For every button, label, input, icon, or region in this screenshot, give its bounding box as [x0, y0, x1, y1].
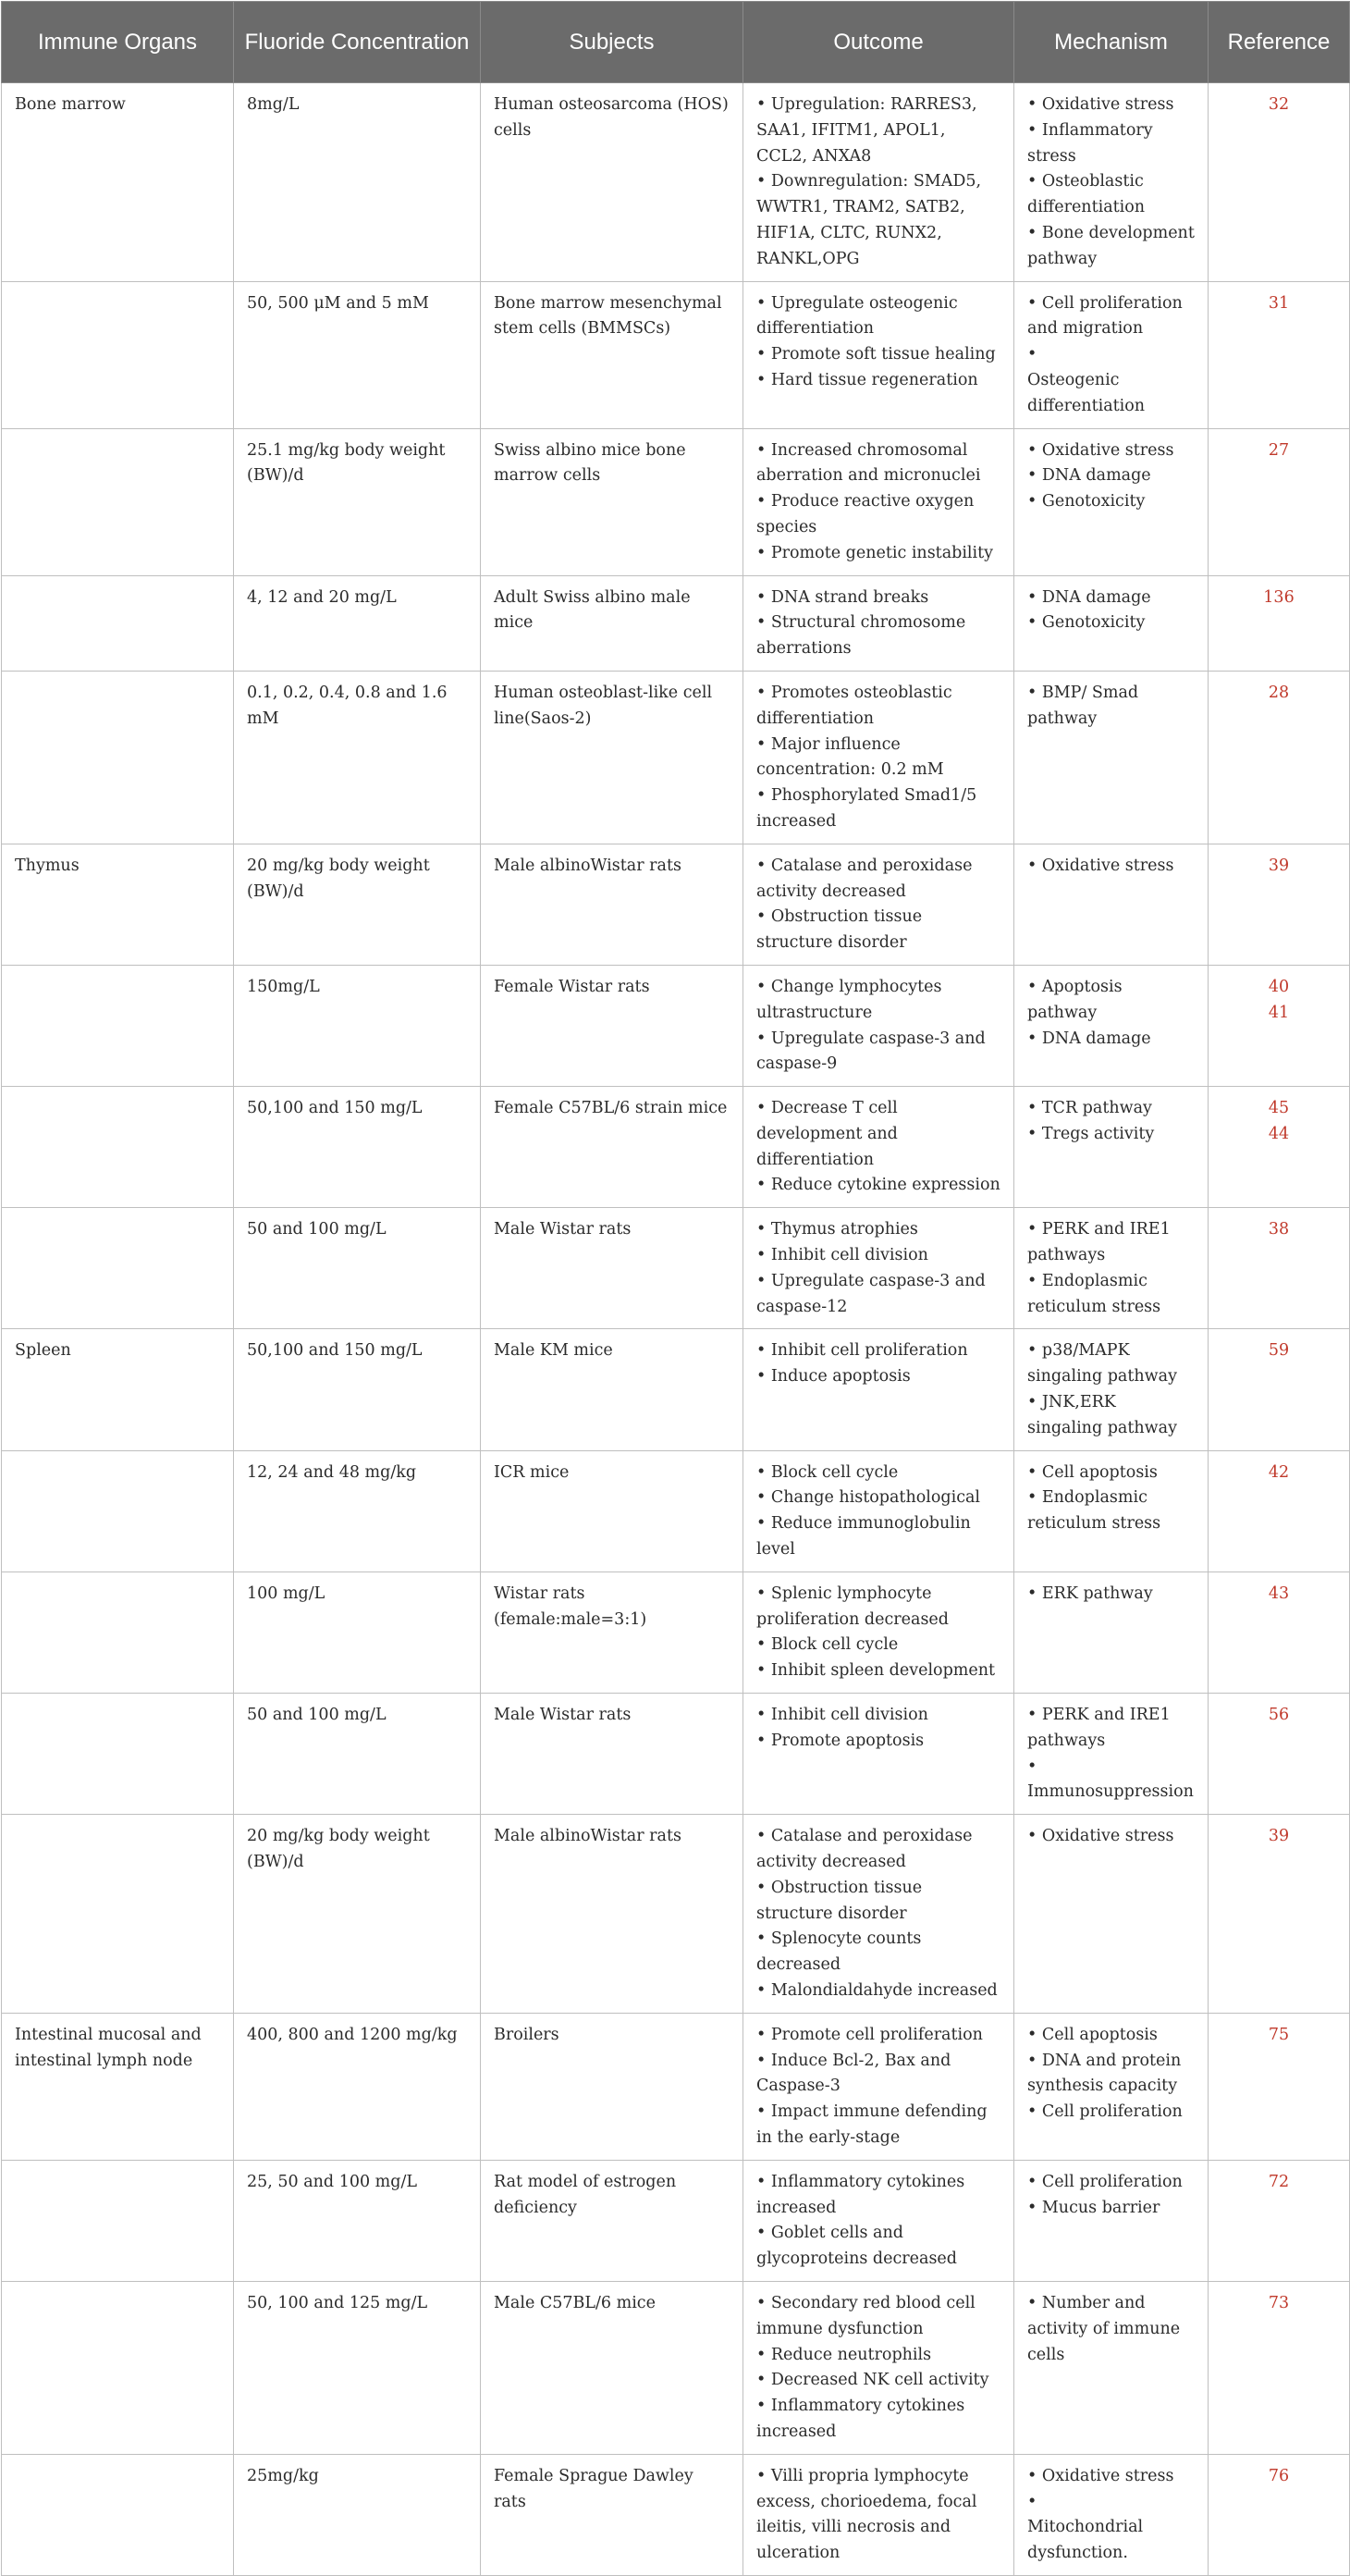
- outcome-item: • Impact immune defending in the early-stage: [756, 2102, 988, 2147]
- cell-fluoride-concentration: 50,100 and 150 mg/L: [234, 1329, 481, 1450]
- outcome-item: • Phosphorylated Smad1/5 increased: [756, 786, 977, 831]
- cell-immune-organ: [2, 2281, 234, 2454]
- reference-link[interactable]: 38: [1268, 1220, 1290, 1239]
- cell-immune-organ: Thymus: [2, 844, 234, 965]
- cell-subjects: Female Wistar rats: [481, 965, 743, 1086]
- mechanism-item: • p38/MAPK singaling pathway: [1027, 1341, 1177, 1387]
- outcome-item: • Induce apoptosis: [756, 1367, 911, 1387]
- mechanism-item: • Inflammatory stress: [1027, 120, 1153, 166]
- reference-link[interactable]: 31: [1268, 293, 1290, 313]
- outcome-item: • Hard tissue regeneration: [756, 370, 978, 389]
- header-row: [2, 2, 1350, 83]
- outcome-item: • Obstruction tissue structure disorder: [756, 907, 923, 953]
- cell-immune-organ: [2, 1694, 234, 1815]
- cell-outcome: [743, 844, 1014, 965]
- cell-fluoride-concentration: 25, 50 and 100 mg/L: [234, 2160, 481, 2281]
- reference-link[interactable]: 41: [1268, 1003, 1290, 1022]
- cell-mechanism: [1014, 575, 1209, 671]
- outcome-item: • Increased chromosomal aberration and micronuclei: [756, 440, 981, 486]
- cell-subjects: ICR mice: [481, 1450, 743, 1571]
- cell-fluoride-concentration: 100 mg/L: [234, 1571, 481, 1693]
- cell-mechanism: [1014, 1450, 1209, 1571]
- cell-reference: [1209, 2160, 1350, 2281]
- cell-immune-organ: Bone marrow: [2, 83, 234, 282]
- mechanism-item: • Genotoxicity: [1027, 613, 1146, 633]
- table-row: [2, 2281, 1350, 2454]
- cell-outcome: [743, 1571, 1014, 1693]
- outcome-item: • Inhibit cell division: [756, 1246, 928, 1265]
- mechanism-item: •: [1027, 1756, 1037, 1776]
- outcome-item: • Change histopathological: [756, 1488, 981, 1508]
- cell-immune-organ: [2, 575, 234, 671]
- cell-subjects: Male albinoWistar rats: [481, 1815, 743, 2014]
- mechanism-item: • Cell apoptosis: [1027, 2025, 1158, 2044]
- cell-mechanism: [1014, 965, 1209, 1086]
- reference-link[interactable]: 76: [1268, 2466, 1290, 2485]
- outcome-item: • Decreased NK cell activity: [756, 2371, 989, 2390]
- cell-reference: [1209, 575, 1350, 671]
- table-row: [2, 671, 1350, 844]
- cell-immune-organ: [2, 428, 234, 575]
- cell-immune-organ: [2, 1087, 234, 1208]
- cell-subjects: Swiss albino mice bone marrow cells: [481, 428, 743, 575]
- cell-reference: [1209, 2454, 1350, 2575]
- table-row: [2, 83, 1350, 282]
- table-row: [2, 281, 1350, 428]
- mechanism-item: • PERK and IRE1 pathways: [1027, 1706, 1171, 1750]
- outcome-item: • Upregulation: RARRES3, SAA1, IFITM1, APOL1, CCL2, ANXA8: [756, 95, 977, 166]
- cell-outcome: [743, 83, 1014, 282]
- outcome-item: • DNA strand breaks: [756, 587, 929, 607]
- table-row: [2, 1087, 1350, 1208]
- outcome-item: • Reduce immunoglobulin level: [756, 1514, 971, 1559]
- mechanism-item: Mitochondrial dysfunction.: [1027, 2518, 1144, 2563]
- fluoride-immune-table: [1, 1, 1350, 2576]
- cell-mechanism: [1014, 844, 1209, 965]
- outcome-item: • Catalase and peroxidase activity decreased: [756, 856, 973, 901]
- outcome-item: • Obstruction tissue structure disorder: [756, 1878, 923, 1923]
- cell-reference: [1209, 1208, 1350, 1329]
- outcome-item: • Promote soft tissue healing: [756, 345, 996, 364]
- col-header-immune-organs: Immune Organs: [2, 2, 234, 83]
- cell-outcome: [743, 1087, 1014, 1208]
- cell-outcome: [743, 1208, 1014, 1329]
- outcome-item: • Promote apoptosis: [756, 1731, 925, 1750]
- cell-subjects: Human osteoblast-like cell line(Saos-2): [481, 671, 743, 844]
- mechanism-item: • Oxidative stress: [1027, 2466, 1174, 2485]
- mechanism-item: • Cell proliferation: [1027, 2102, 1183, 2122]
- reference-link[interactable]: 56: [1268, 1706, 1290, 1725]
- cell-reference: [1209, 671, 1350, 844]
- cell-outcome: [743, 1450, 1014, 1571]
- mechanism-item: • Apoptosis pathway: [1027, 977, 1123, 1022]
- mechanism-item: • Endoplasmic reticulum stress: [1027, 1488, 1161, 1534]
- table-row: [2, 2160, 1350, 2281]
- col-header-mechanism: Mechanism: [1014, 2, 1209, 83]
- outcome-item: • Major influence concentration: 0.2 mM: [756, 734, 944, 780]
- reference-link[interactable]: 39: [1268, 856, 1290, 875]
- cell-outcome: [743, 575, 1014, 671]
- outcome-item: • Inhibit cell division: [756, 1706, 928, 1725]
- cell-mechanism: [1014, 83, 1209, 282]
- cell-mechanism: [1014, 2013, 1209, 2160]
- cell-subjects: Female C57BL/6 strain mice: [481, 1087, 743, 1208]
- outcome-item: • Upregulate caspase-3 and caspase-9: [756, 1029, 986, 1074]
- cell-fluoride-concentration: 4, 12 and 20 mg/L: [234, 575, 481, 671]
- mechanism-item: • DNA damage: [1027, 587, 1151, 607]
- cell-fluoride-concentration: 50 and 100 mg/L: [234, 1694, 481, 1815]
- cell-reference: [1209, 1694, 1350, 1815]
- mechanism-item: • BMP/ Smad pathway: [1027, 683, 1139, 728]
- outcome-item: • Promote cell proliferation: [756, 2025, 983, 2044]
- reference-link[interactable]: 32: [1268, 95, 1290, 114]
- cell-reference: [1209, 844, 1350, 965]
- mechanism-item: • PERK and IRE1 pathways: [1027, 1220, 1171, 1265]
- cell-outcome: [743, 1329, 1014, 1450]
- cell-subjects: Male Wistar rats: [481, 1694, 743, 1815]
- cell-fluoride-concentration: 50, 500 μM and 5 mM: [234, 281, 481, 428]
- cell-subjects: Female Sprague Dawley rats: [481, 2454, 743, 2575]
- cell-fluoride-concentration: 400, 800 and 1200 mg/kg: [234, 2013, 481, 2160]
- outcome-item: • Goblet cells and glycoproteins decreased: [756, 2224, 957, 2269]
- cell-immune-organ: [2, 1571, 234, 1693]
- outcome-item: • Block cell cycle: [756, 1462, 899, 1482]
- cell-subjects: Male KM mice: [481, 1329, 743, 1450]
- cell-reference: [1209, 2281, 1350, 2454]
- outcome-item: • Upregulate osteogenic differentiation: [756, 293, 958, 339]
- cell-subjects: Male C57BL/6 mice: [481, 2281, 743, 2454]
- cell-reference: [1209, 2013, 1350, 2160]
- outcome-item: • Inflammatory cytokines increased: [756, 2397, 965, 2441]
- cell-mechanism: [1014, 1694, 1209, 1815]
- outcome-item: • Inflammatory cytokines increased: [756, 2172, 965, 2217]
- cell-subjects: Rat model of estrogen deficiency: [481, 2160, 743, 2281]
- table-row: [2, 1571, 1350, 1693]
- mechanism-item: • Mucus barrier: [1027, 2198, 1160, 2217]
- table-row: [2, 844, 1350, 965]
- cell-reference: [1209, 1815, 1350, 2014]
- cell-reference: [1209, 428, 1350, 575]
- col-header-outcome: Outcome: [743, 2, 1014, 83]
- outcome-item: • Malondialdahyde increased: [756, 1981, 998, 2000]
- cell-reference: [1209, 1087, 1350, 1208]
- mechanism-item: • Genotoxicity: [1027, 492, 1146, 512]
- mechanism-item: Osteogenic differentiation: [1027, 370, 1146, 415]
- table-row: [2, 1329, 1350, 1450]
- reference-link[interactable]: 59: [1268, 1341, 1290, 1361]
- mechanism-item: • Cell proliferation: [1027, 2172, 1183, 2191]
- cell-fluoride-concentration: 20 mg/kg body weight (BW)/d: [234, 1815, 481, 2014]
- cell-subjects: Bone marrow mesenchymal stem cells (BMMSCs): [481, 281, 743, 428]
- table-row: [2, 1208, 1350, 1329]
- cell-reference: [1209, 1329, 1350, 1450]
- mechanism-item: • DNA and protein synthesis capacity: [1027, 2051, 1182, 2096]
- cell-mechanism: [1014, 1329, 1209, 1450]
- cell-mechanism: [1014, 281, 1209, 428]
- outcome-item: • Inhibit spleen development: [756, 1661, 996, 1681]
- outcome-item: • Promote genetic instability: [756, 543, 994, 562]
- table-row: [2, 575, 1350, 671]
- outcome-item: • Change lymphocytes ultrastructure: [756, 977, 942, 1022]
- cell-outcome: [743, 2013, 1014, 2160]
- outcome-item: • Secondary red blood cell immune dysfunction: [756, 2293, 976, 2338]
- cell-outcome: [743, 2281, 1014, 2454]
- cell-reference: [1209, 281, 1350, 428]
- outcome-item: • Reduce neutrophils: [756, 2345, 932, 2364]
- cell-mechanism: [1014, 2281, 1209, 2454]
- outcome-item: • Inhibit cell proliferation: [756, 1341, 968, 1361]
- cell-fluoride-concentration: 0.1, 0.2, 0.4, 0.8 and 1.6 mM: [234, 671, 481, 844]
- table-body: [2, 83, 1350, 2576]
- mechanism-item: • Osteoblastic differentiation: [1027, 172, 1146, 217]
- cell-mechanism: [1014, 1815, 1209, 2014]
- cell-subjects: Adult Swiss albino male mice: [481, 575, 743, 671]
- reference-link[interactable]: 40: [1268, 977, 1290, 996]
- cell-outcome: [743, 1694, 1014, 1815]
- cell-fluoride-concentration: 25mg/kg: [234, 2454, 481, 2575]
- reference-link[interactable]: 42: [1268, 1462, 1290, 1482]
- col-header-reference: Reference: [1209, 2, 1350, 83]
- mechanism-item: • Cell apoptosis: [1027, 1462, 1158, 1482]
- col-header-subjects: Subjects: [481, 2, 743, 83]
- cell-subjects: Male Wistar rats: [481, 1208, 743, 1329]
- cell-reference: [1209, 1450, 1350, 1571]
- cell-mechanism: [1014, 428, 1209, 575]
- cell-outcome: [743, 2160, 1014, 2281]
- cell-fluoride-concentration: 150mg/L: [234, 965, 481, 1086]
- reference-link[interactable]: 39: [1268, 1827, 1290, 1846]
- mechanism-item: • Endoplasmic reticulum stress: [1027, 1271, 1161, 1316]
- outcome-item: • Decrease T cell development and differentiation: [756, 1099, 898, 1169]
- mechanism-item: • DNA damage: [1027, 466, 1151, 486]
- table-row: [2, 2013, 1350, 2160]
- mechanism-item: •: [1027, 2492, 1037, 2511]
- outcome-item: • Reduce cytokine expression: [756, 1176, 1000, 1195]
- cell-outcome: [743, 671, 1014, 844]
- cell-subjects: Human osteosarcoma (HOS) cells: [481, 83, 743, 282]
- reference-link[interactable]: 27: [1268, 440, 1290, 460]
- mechanism-item: • Cell proliferation and migration: [1027, 293, 1183, 339]
- reference-link[interactable]: 43: [1268, 1584, 1290, 1603]
- col-header-fluoride-concentration: Fluoride Concentration: [234, 2, 481, 83]
- outcome-item: • Villi propria lymphocyte excess, chorioedema, focal ileitis, villi necrosis and ulceration: [756, 2466, 977, 2563]
- table-row: [2, 1694, 1350, 1815]
- cell-mechanism: [1014, 671, 1209, 844]
- reference-link[interactable]: 136: [1263, 587, 1295, 607]
- outcome-item: • Downregulation: SMAD5, WWTR1, TRAM2, SATB2, HIF1A, CLTC, RUNX2, RANKL,OPG: [756, 172, 982, 268]
- cell-fluoride-concentration: 50, 100 and 125 mg/L: [234, 2281, 481, 2454]
- cell-immune-organ: [2, 1815, 234, 2014]
- reference-link[interactable]: 28: [1268, 683, 1290, 702]
- table-row: [2, 1450, 1350, 1571]
- mechanism-item: •: [1027, 345, 1037, 364]
- cell-outcome: [743, 1815, 1014, 2014]
- cell-subjects: Male albinoWistar rats: [481, 844, 743, 965]
- cell-immune-organ: [2, 2160, 234, 2281]
- cell-subjects: Broilers: [481, 2013, 743, 2160]
- cell-subjects: Wistar rats (female:male=3:1): [481, 1571, 743, 1693]
- cell-immune-organ: [2, 2454, 234, 2575]
- cell-mechanism: [1014, 1087, 1209, 1208]
- outcome-item: • Structural chromosome aberrations: [756, 613, 966, 659]
- cell-immune-organ: Intestinal mucosal and intestinal lymph node: [2, 2013, 234, 2160]
- table-row: [2, 1815, 1350, 2014]
- mechanism-item: • Number and activity of immune cells: [1027, 2293, 1181, 2364]
- outcome-item: • Induce Bcl-2, Bax and Caspase-3: [756, 2051, 951, 2096]
- cell-fluoride-concentration: 50,100 and 150 mg/L: [234, 1087, 481, 1208]
- cell-mechanism: [1014, 1571, 1209, 1693]
- cell-immune-organ: [2, 965, 234, 1086]
- table-row: [2, 2454, 1350, 2575]
- mechanism-item: • Tregs activity: [1027, 1124, 1155, 1143]
- mechanism-item: • Oxidative stress: [1027, 1827, 1174, 1846]
- cell-mechanism: [1014, 2160, 1209, 2281]
- outcome-item: • Splenic lymphocyte proliferation decreased: [756, 1584, 949, 1629]
- outcome-item: • Catalase and peroxidase activity decreased: [756, 1827, 973, 1872]
- cell-immune-organ: [2, 1450, 234, 1571]
- cell-outcome: [743, 965, 1014, 1086]
- cell-outcome: [743, 2454, 1014, 2575]
- table-row: [2, 965, 1350, 1086]
- outcome-item: • Block cell cycle: [756, 1635, 899, 1655]
- mechanism-item: • DNA damage: [1027, 1029, 1151, 1048]
- mechanism-item: Immunosuppression: [1027, 1782, 1194, 1802]
- cell-reference: [1209, 83, 1350, 282]
- cell-fluoride-concentration: 50 and 100 mg/L: [234, 1208, 481, 1329]
- cell-immune-organ: [2, 671, 234, 844]
- mechanism-item: • Oxidative stress: [1027, 95, 1174, 114]
- reference-link[interactable]: 44: [1268, 1124, 1290, 1143]
- outcome-item: • Upregulate caspase-3 and caspase-12: [756, 1271, 986, 1316]
- outcome-item: • Promotes osteoblastic differentiation: [756, 683, 952, 728]
- cell-mechanism: [1014, 1208, 1209, 1329]
- mechanism-item: • Oxidative stress: [1027, 440, 1174, 460]
- outcome-item: • Splenocyte counts decreased: [756, 1929, 922, 1975]
- reference-link[interactable]: 45: [1268, 1099, 1290, 1118]
- cell-fluoride-concentration: 20 mg/kg body weight (BW)/d: [234, 844, 481, 965]
- cell-outcome: [743, 428, 1014, 575]
- reference-link[interactable]: 72: [1268, 2172, 1290, 2191]
- cell-fluoride-concentration: 25.1 mg/kg body weight (BW)/d: [234, 428, 481, 575]
- cell-immune-organ: Spleen: [2, 1329, 234, 1450]
- mechanism-item: • Bone development pathway: [1027, 223, 1195, 268]
- cell-fluoride-concentration: 8mg/L: [234, 83, 481, 282]
- cell-immune-organ: [2, 281, 234, 428]
- outcome-item: • Produce reactive oxygen species: [756, 492, 975, 536]
- mechanism-item: • Oxidative stress: [1027, 856, 1174, 875]
- cell-reference: [1209, 1571, 1350, 1693]
- cell-immune-organ: [2, 1208, 234, 1329]
- mechanism-item: • ERK pathway: [1027, 1584, 1153, 1603]
- mechanism-item: • TCR pathway: [1027, 1099, 1152, 1118]
- reference-link[interactable]: 73: [1268, 2293, 1290, 2312]
- mechanism-item: • JNK,ERK singaling pathway: [1027, 1393, 1177, 1437]
- cell-mechanism: [1014, 2454, 1209, 2575]
- cell-reference: [1209, 965, 1350, 1086]
- reference-link[interactable]: 75: [1268, 2025, 1290, 2044]
- cell-outcome: [743, 281, 1014, 428]
- table-row: [2, 428, 1350, 575]
- cell-fluoride-concentration: 12, 24 and 48 mg/kg: [234, 1450, 481, 1571]
- outcome-item: • Thymus atrophies: [756, 1220, 918, 1239]
